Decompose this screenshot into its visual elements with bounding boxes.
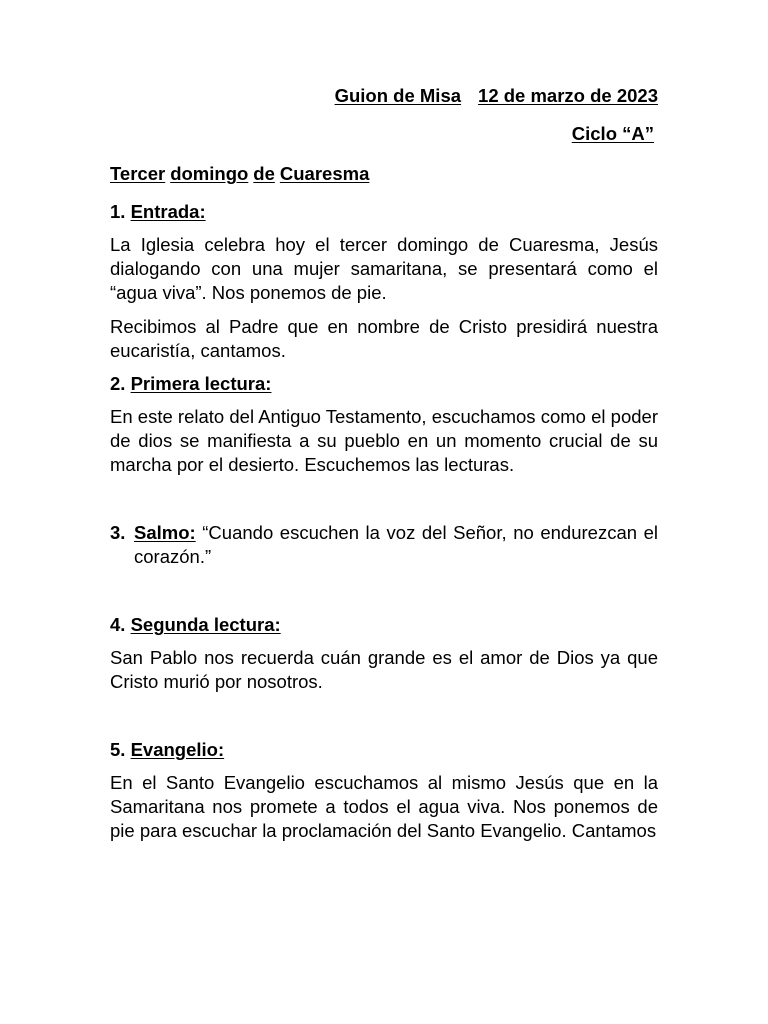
title-word: domingo: [170, 163, 249, 184]
section-number: 1.: [110, 201, 126, 222]
section-heading-segunda-lectura: [110, 613, 658, 637]
section-title: Primera lectura:: [130, 373, 272, 394]
title-word: Cuaresma: [279, 163, 370, 184]
section-heading-primera-lectura: [110, 372, 658, 396]
doc-title: Guion de Misa: [334, 85, 462, 106]
paragraph: En este relato del Antiguo Testamento, escuchamos como el poder de dios se manifiesta a su pueblo en un momento crucial de su marcha por el desierto. Escuchemos las lecturas.: [110, 406, 658, 475]
section-heading-entrada: [110, 200, 658, 224]
section-heading-evangelio: [110, 738, 658, 762]
section-number: 2.: [110, 373, 126, 394]
salmo-body: [134, 521, 658, 569]
liturgy-title: [110, 162, 658, 186]
doc-date: 12 de marzo de 2023: [478, 85, 658, 106]
document-page: [110, 84, 658, 843]
paragraph: Recibimos al Padre que en nombre de Cristo presidirá nuestra eucaristía, cantamos.: [110, 316, 658, 361]
title-word: Tercer: [110, 163, 166, 184]
section-number: 3.: [110, 522, 126, 543]
section-salmo: [110, 521, 658, 569]
section-number: 5.: [110, 739, 126, 760]
section-title: Salmo:: [134, 522, 196, 543]
header-line: [110, 84, 658, 108]
section-title: Segunda lectura:: [130, 614, 281, 635]
paragraph: La Iglesia celebra hoy el tercer domingo de Cuaresma, Jesús dialogando con una mujer samaritana, se presentará como el “agua viva”. Nos ponemos de pie.: [110, 234, 658, 303]
paragraph: San Pablo nos recuerda cuán grande es el amor de Dios ya que Cristo murió por nosotros.: [110, 647, 658, 692]
section-title: Evangelio:: [130, 739, 225, 760]
salmo-text: “Cuando escuchen la voz del Señor, no endurezcan el corazón.”: [134, 522, 658, 567]
section-title: Entrada:: [130, 201, 206, 222]
title-word: de: [253, 163, 275, 184]
paragraph: En el Santo Evangelio escuchamos al mismo Jesús que en la Samaritana nos promete a todos el agua viva. Nos ponemos de pie para escuchar la proclamación del Santo Evangelio. Cantamos: [110, 772, 658, 841]
cycle-text: Ciclo “A”: [571, 123, 654, 144]
section-number: 4.: [110, 614, 126, 635]
cycle-label: [110, 122, 658, 146]
